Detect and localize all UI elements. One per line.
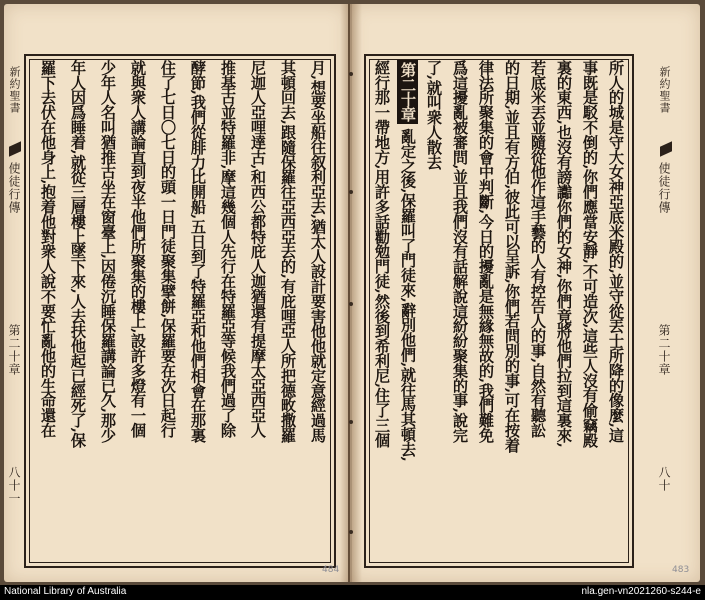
right-book-title: 新約聖書 [658,66,671,114]
left-text-frame [24,54,336,568]
footer-item-id: nla.gen-vn2021260-s244-e [581,586,701,597]
binding-stitch [349,420,353,424]
left-column: 推基古並特羅非,摩這幾個人先行在特羅亞等候我們過了除 [219,60,237,438]
right-column: 若底米丟並隨從他作這手藝的人有控告人的事,自然有聽訟 [529,60,547,438]
left-fleuron-icon [9,141,21,157]
left-column: 就與衆人講論直到夜半他們所聚集的樓上,設許多燈有一個 [129,60,147,438]
right-column: 第二十章 亂定之後,保羅叫了門徒來,辭別他們,就往馬其頓去, [399,62,417,462]
right-fleuron-icon [660,141,672,157]
right-page-number: 八十 [657,466,671,492]
left-book-title: 新約聖書 [8,66,21,114]
left-column: 羅下去伏在他身上,抱着他對衆人說不要忙亂他的生命還在 [39,60,57,438]
right-column: 裏的東西,也沒有謗讟你們的女神,你們竟將他們拉到這裏來, [555,60,573,448]
right-column: 事既是駁不倒的,你們應當安靜,不可造次,這些人沒有偷竊殿 [581,60,599,448]
left-column: 少年人名叫猶推古坐在窗臺上,因倦沉睡保羅講論已久,那少 [99,60,117,443]
right-column: 的日期,並且有方伯,彼此可以呈訴,你們若問別的事,可在按着 [503,60,521,453]
left-page [4,4,348,582]
right-page [350,4,700,582]
right-column: 律法所聚集的會中判斷,今日的擾亂是無緣無故的,我們難免 [477,60,495,443]
right-column: 所人的城是守大女神亞底米殿的,並守從丟士所降的像麼,這 [607,60,625,443]
binding-stitch [349,530,353,534]
book-gutter [340,4,362,582]
right-column: 經行那一帶地方,用許多話勸勉門徒,然後到希利尼,住了三個 [373,60,391,448]
left-column: 酵節,我們從腓力比開船,五日到了特羅亞和他們相會在那裏 [189,60,207,443]
left-running-title: 使徒行傳 [7,162,21,214]
right-chapter-label: 第二十章 [657,324,671,376]
left-pencil-mark: 484 [322,565,340,575]
binding-stitch [349,302,353,306]
binding-stitch [349,72,353,76]
footer-bar [0,585,705,600]
left-column: 住了七日〇七日的頭一日門徒聚集擘餅,保羅要在次日起行 [159,60,177,438]
left-chapter-label: 第二十章 [7,324,21,376]
footer-library-name: National Library of Australia [4,586,127,597]
binding-stitch [349,190,353,194]
right-column: 爲這擾亂被審問,並且我們沒有話解說這紛紛聚集的事,說完 [451,60,469,443]
right-column: 了,就叫衆人散去 [425,60,443,170]
left-page-number: 八十一 [7,466,21,505]
left-column: 月,想要坐船往叙利亞去,猶太人設計要害他他就定意經過馬 [309,60,327,443]
right-text-frame [364,54,634,568]
left-column: 年人因爲睡着,就從三層樓上墜下來,人去扶他起已經死了,保 [69,60,87,448]
right-running-title: 使徒行傳 [657,162,671,214]
right-pencil-mark: 483 [672,565,690,575]
left-column: 尼迦人亞哩達古,和西公都特庇人迦猶還有提摩太亞西亞人 [249,60,267,438]
chapter-heading-marker: 第二十章 [399,62,417,122]
left-column: 其頓回去,跟隨保羅往亞西亞去的,有庇哩亞人所把德畋撒羅 [279,60,297,443]
